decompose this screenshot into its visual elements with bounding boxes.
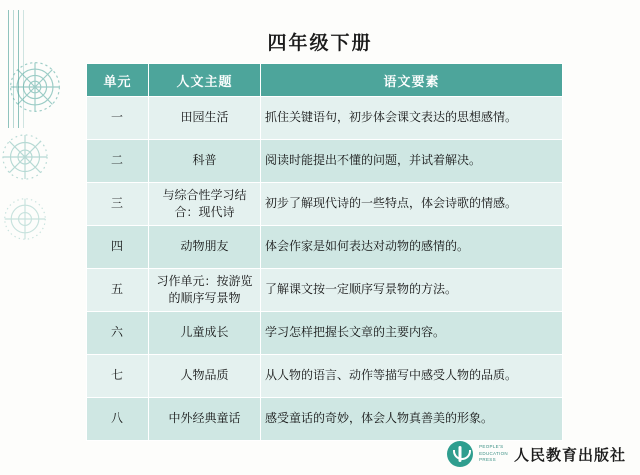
cell-theme: 儿童成长 — [149, 312, 261, 355]
floral-mandala-ornament-icon — [0, 128, 54, 186]
column-header-theme: 人文主题 — [149, 64, 261, 97]
column-header-element: 语文要素 — [261, 64, 563, 97]
publisher-english-line-3: PRESS — [479, 457, 496, 463]
publisher-logo — [447, 441, 626, 467]
cell-element: 感受童话的奇妙，体会人物真善美的形象。 — [261, 398, 563, 441]
cell-unit: 七 — [87, 355, 149, 398]
publisher-english-line-1: PEOPLE'S — [479, 443, 504, 449]
cell-element: 了解课文按一定顺序写景物的方法。 — [261, 269, 563, 312]
publisher-english-line-2: EDUCATION — [479, 450, 508, 456]
cell-unit: 一 — [87, 97, 149, 140]
cell-element: 体会作家是如何表达对动物的感情的。 — [261, 226, 563, 269]
cell-theme: 动物朋友 — [149, 226, 261, 269]
table-row — [87, 269, 563, 312]
table-row — [87, 398, 563, 441]
publisher-english-name — [479, 444, 508, 464]
table-row — [87, 183, 563, 226]
table-row — [87, 226, 563, 269]
cell-unit: 四 — [87, 226, 149, 269]
cell-element: 阅读时能提出不懂的问题，并试着解决。 — [261, 140, 563, 183]
curriculum-table — [86, 63, 562, 441]
publisher-chinese-name: 人民教育出版社 — [513, 447, 626, 464]
cell-element: 初步了解现代诗的一些特点，体会诗歌的情感。 — [261, 183, 563, 226]
table-row — [87, 97, 563, 140]
cell-theme: 习作单元：按游览的顺序写景物 — [149, 269, 261, 312]
cell-theme: 科普 — [149, 140, 261, 183]
cell-unit: 八 — [87, 398, 149, 441]
cell-element: 抓住关键语句，初步体会课文表达的思想感情。 — [261, 97, 563, 140]
table-row — [87, 140, 563, 183]
table-row — [87, 355, 563, 398]
cell-unit: 六 — [87, 312, 149, 355]
table-row — [87, 312, 563, 355]
publisher-emblem-icon — [447, 441, 473, 467]
column-header-unit: 单元 — [87, 64, 149, 97]
cell-element: 学习怎样把握长文章的主要内容。 — [261, 312, 563, 355]
cell-theme: 田园生活 — [149, 97, 261, 140]
cell-unit: 五 — [87, 269, 149, 312]
cell-theme: 与综合性学习结合：现代诗 — [149, 183, 261, 226]
floral-mandala-ornament-icon — [2, 196, 48, 242]
cell-theme: 中外经典童话 — [149, 398, 261, 441]
cell-unit: 二 — [87, 140, 149, 183]
cell-theme: 人物品质 — [149, 355, 261, 398]
cell-element: 从人物的语言、动作等描写中感受人物的品质。 — [261, 355, 563, 398]
page-title: 四年级下册 — [267, 33, 373, 54]
cell-unit: 三 — [87, 183, 149, 226]
table-header-row — [87, 64, 563, 97]
floral-mandala-ornament-icon — [6, 58, 64, 116]
